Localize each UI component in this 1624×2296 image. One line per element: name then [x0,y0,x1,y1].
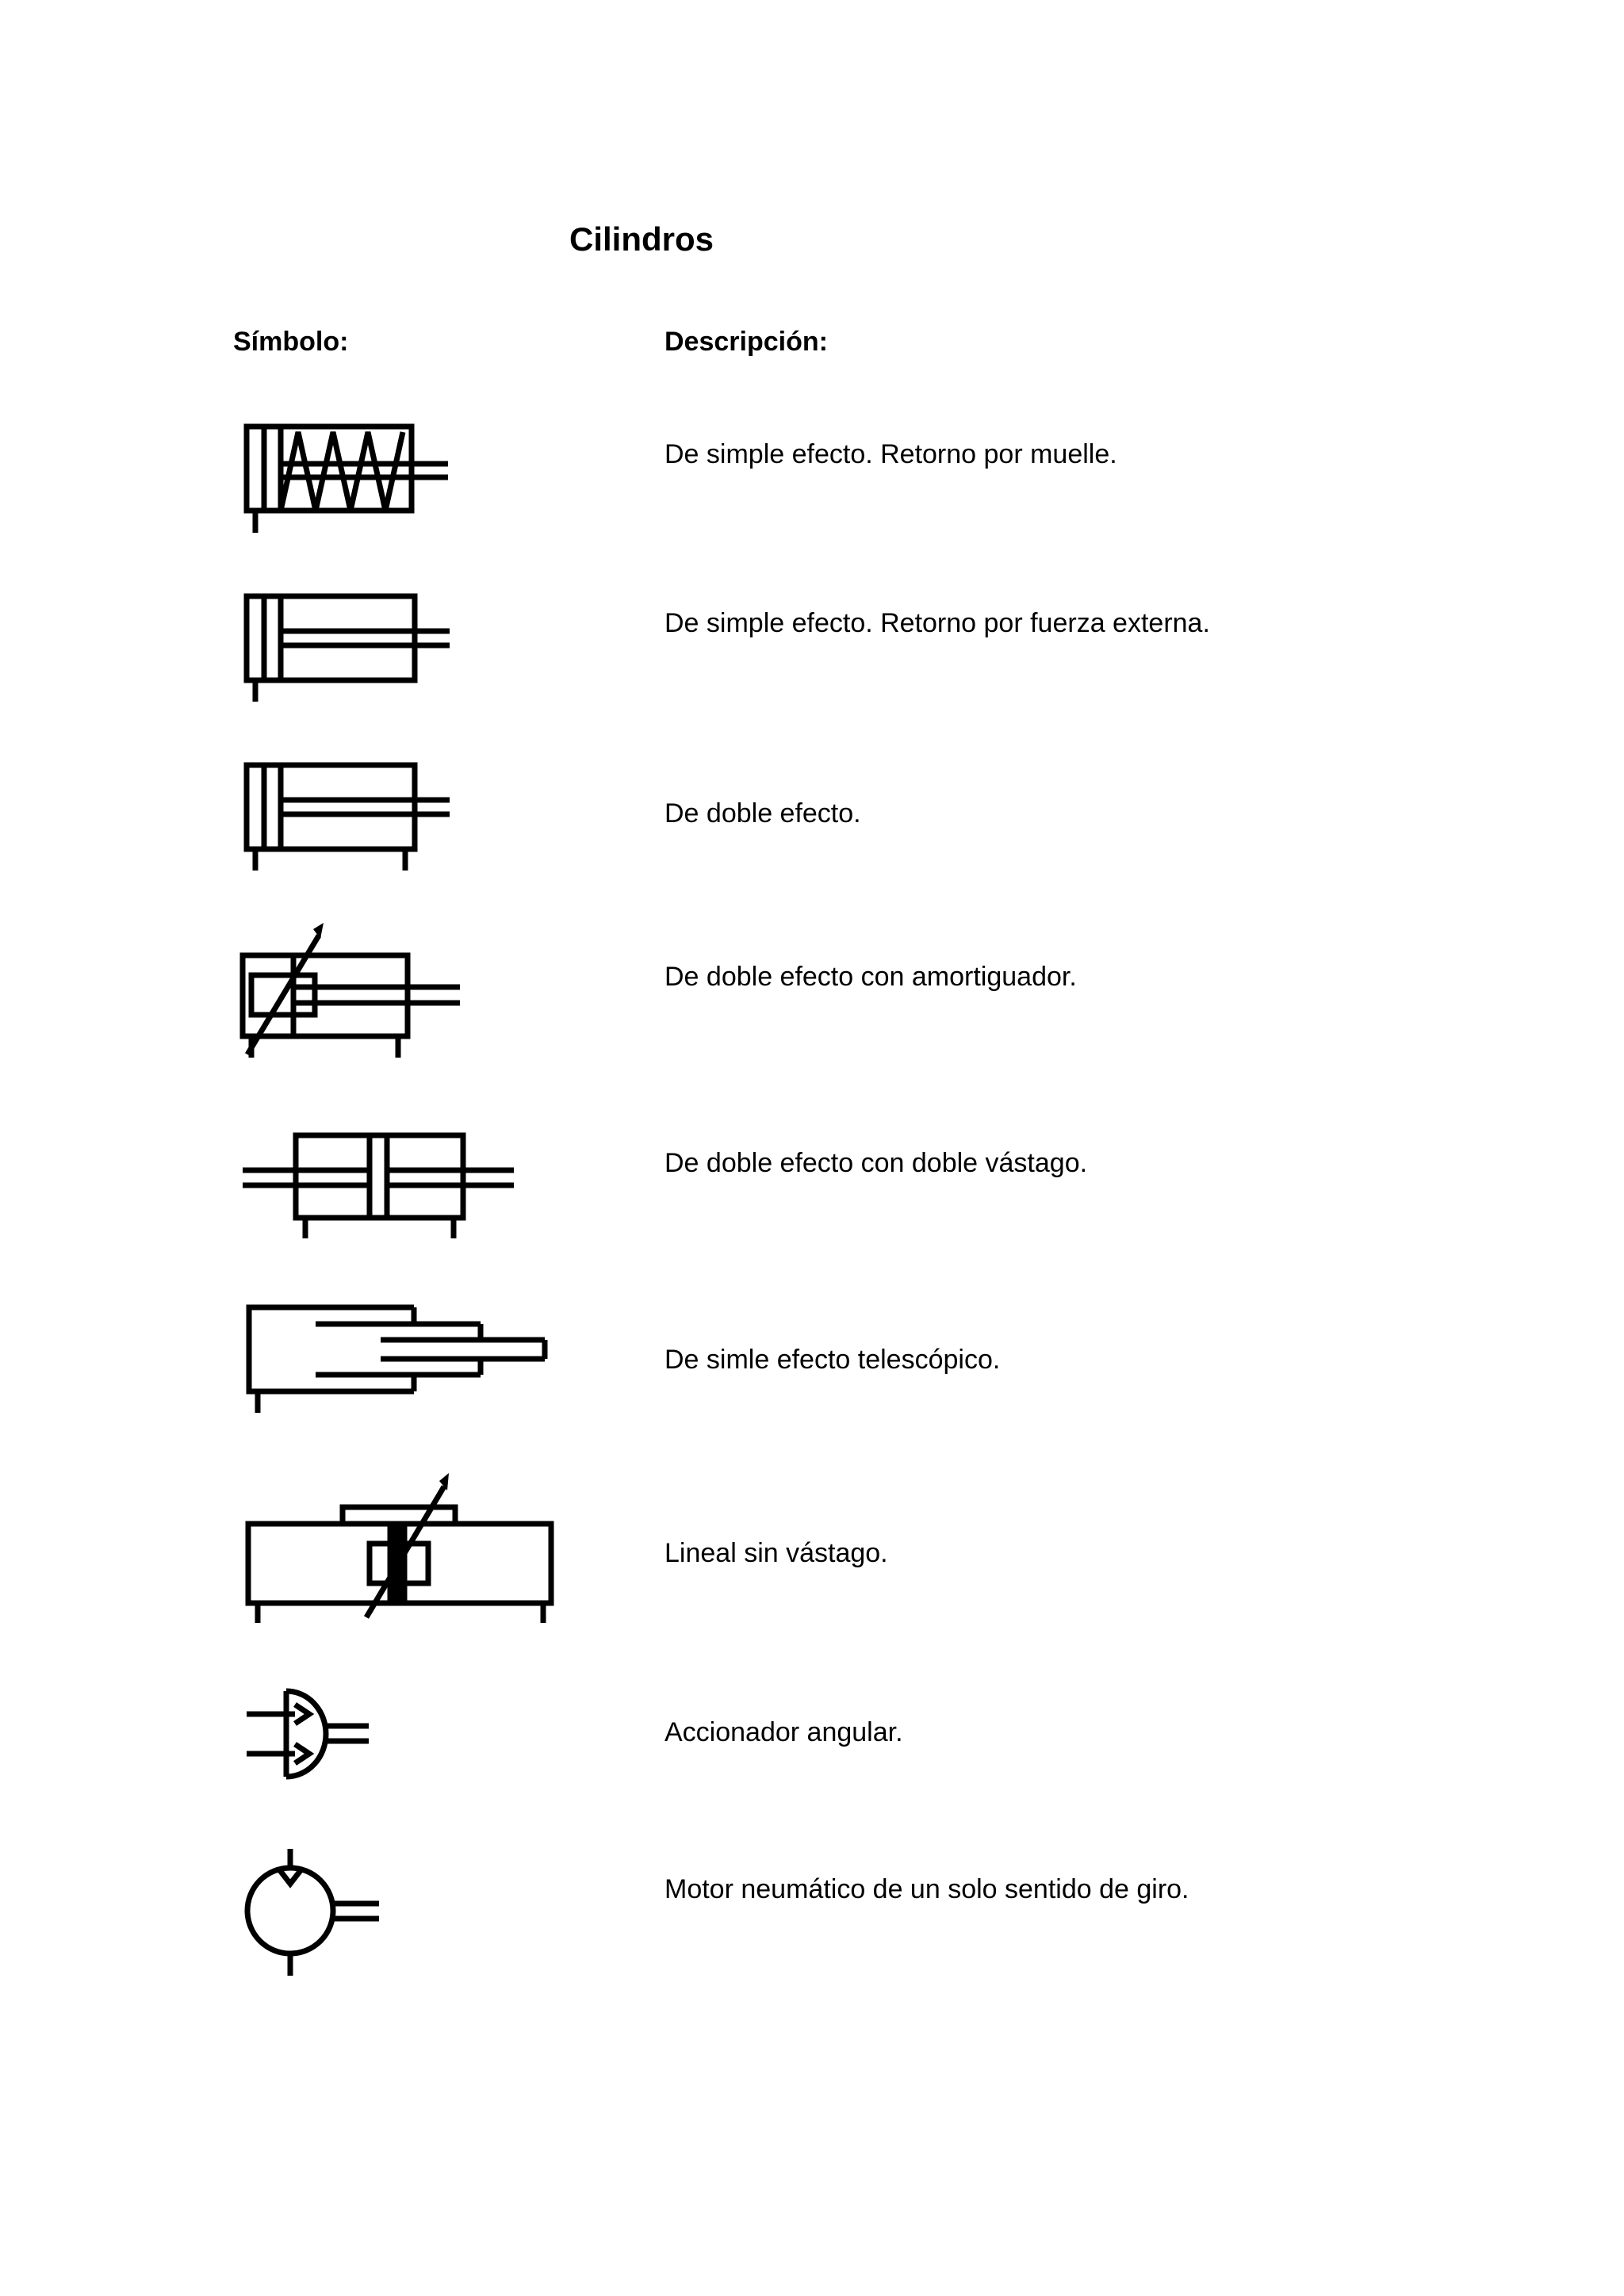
page-title: Cilindros [569,220,714,258]
description-row-3: De doble efecto. [665,798,861,828]
description-row-2: De simple efecto. Retorno por fuerza externa. [665,608,1210,638]
description-row-6: De simle efecto telescópico. [665,1345,1001,1375]
description-row-1: De simple efecto. Retorno por muelle. [665,439,1117,469]
description-row-5: De doble efecto con doble vástago. [665,1148,1088,1178]
symbol-column-header: Símbolo: [233,327,349,357]
description-column-header: Descripción: [665,327,828,357]
description-row-4: De doble efecto con amortiguador. [665,962,1077,992]
description-row-8: Accionador angular. [665,1717,903,1747]
description-row-9: Motor neumático de un solo sentido de giro. [665,1874,1189,1904]
description-row-7: Lineal sin vástago. [665,1538,888,1568]
